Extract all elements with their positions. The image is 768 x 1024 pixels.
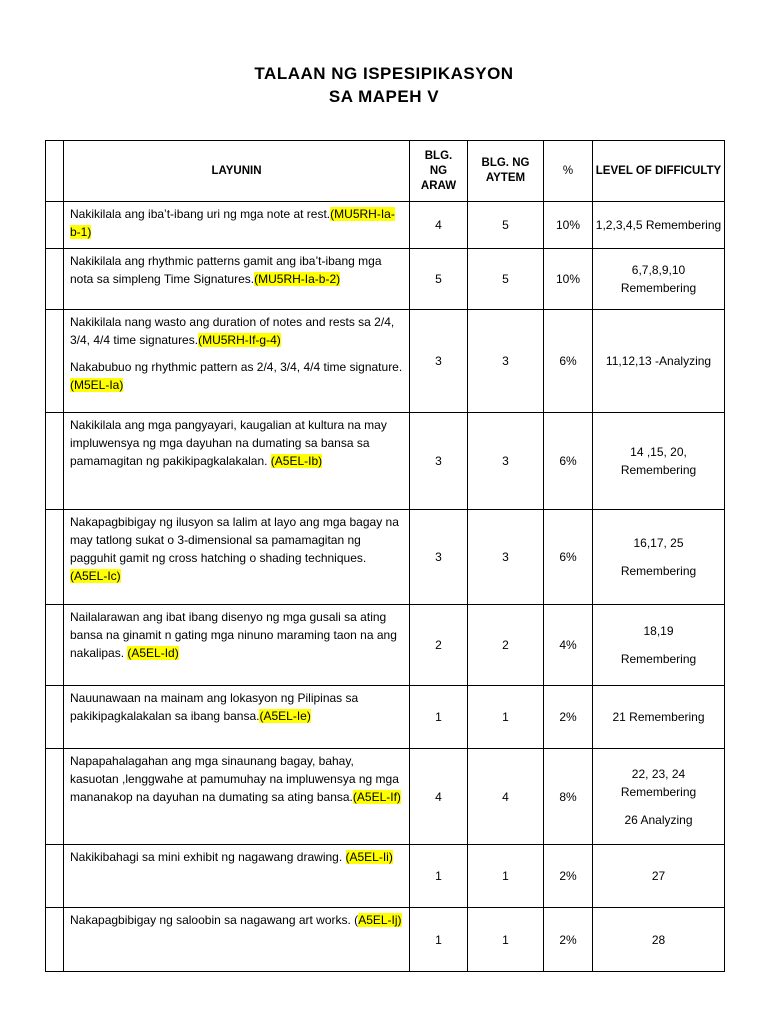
table-row	[46, 249, 725, 310]
objective-cell	[64, 749, 410, 845]
level-line: 27	[651, 869, 666, 883]
row-blank-cell	[46, 249, 64, 310]
row-blank-cell	[46, 908, 64, 972]
row-blank-cell	[46, 413, 64, 510]
competency-code: (MU5RH-If-g-4)	[198, 333, 281, 347]
row-blank-cell	[46, 510, 64, 605]
table-row	[46, 605, 725, 686]
percent-cell: 8%	[544, 749, 593, 845]
level-line: 6,7,8,9,10 Remembering	[620, 263, 697, 295]
percent-cell: 2%	[544, 686, 593, 749]
objective-cell	[64, 908, 410, 972]
objective-description: Nakikilala ang mga pangyayari, kaugalian at kultura na may impluwensya ng mga dayuhan na dumating sa bansa sa pamamagitan ng pakikipagkalakalan.	[70, 418, 387, 468]
table-body	[46, 202, 725, 972]
level-of-difficulty-cell	[593, 845, 725, 908]
days-cell: 5	[410, 249, 468, 310]
competency-code: (A5EL-Ib)	[270, 454, 323, 468]
header-level: LEVEL OF DIFFICULTY	[593, 141, 725, 202]
objective-cell	[64, 845, 410, 908]
title-line-2: SA MAPEH V	[328, 87, 440, 106]
days-cell: 3	[410, 413, 468, 510]
percent-cell: 10%	[544, 202, 593, 249]
table-row	[46, 510, 725, 605]
percent-cell: 6%	[544, 413, 593, 510]
table-row	[46, 310, 725, 413]
row-blank-cell	[46, 202, 64, 249]
table-row	[46, 202, 725, 249]
level-line: 18,19	[643, 624, 674, 638]
items-cell: 3	[468, 413, 544, 510]
level-of-difficulty-cell	[593, 249, 725, 310]
items-cell: 3	[468, 310, 544, 413]
level-line: Remembering	[620, 564, 697, 578]
objective-description: Nakapagbibigay ng saloobin sa nagawang art works. (	[70, 913, 359, 927]
row-blank-cell	[46, 686, 64, 749]
items-cell: 1	[468, 908, 544, 972]
competency-code: (A5EL-If)	[352, 790, 401, 804]
level-of-difficulty-cell	[593, 605, 725, 686]
competency-code: (A5EL-Ie)	[259, 709, 311, 723]
competency-code: (A5EL-Ic)	[70, 569, 121, 583]
objective-cell	[64, 510, 410, 605]
objective-text	[70, 911, 403, 929]
objective-description: Nakikibahagi sa mini exhibit ng nagawang drawing.	[70, 850, 346, 864]
items-cell: 5	[468, 249, 544, 310]
objective-text	[70, 752, 403, 806]
items-cell: 1	[468, 845, 544, 908]
objective-cell	[64, 202, 410, 249]
row-blank-cell	[46, 310, 64, 413]
table-row	[46, 413, 725, 510]
level-line: 14 ,15, 20,	[630, 445, 687, 459]
percent-cell: 2%	[544, 845, 593, 908]
row-blank-cell	[46, 749, 64, 845]
level-of-difficulty-cell	[593, 749, 725, 845]
competency-code: (MU5RH-Ia-b-1)	[70, 207, 395, 239]
level-line: Remembering	[620, 463, 697, 477]
days-cell: 3	[410, 310, 468, 413]
table-row	[46, 749, 725, 845]
level-line: Remembering	[620, 652, 697, 666]
days-cell: 3	[410, 510, 468, 605]
competency-code: (M5EL-Ia)	[70, 378, 124, 392]
objective-description: Nauunawaan na mainam ang lokasyon ng Pilipinas sa pakikipagkalakalan sa ibang bansa.	[70, 691, 359, 723]
level-line: 1,2,3,4,5 Remembering	[595, 218, 722, 232]
objective-description: Nailalarawan ang ibat ibang disenyo ng mga gusali sa ating bansa na ginamit n gating mga ninuno maraming taon na ang nakalipas.	[70, 610, 397, 660]
items-cell: 1	[468, 686, 544, 749]
objective-text	[70, 252, 403, 288]
percent-cell: 2%	[544, 908, 593, 972]
table-row	[46, 845, 725, 908]
row-blank-cell	[46, 845, 64, 908]
document-title	[0, 62, 768, 108]
competency-code: (A5EL-Ii)	[345, 850, 393, 864]
percent-cell: 4%	[544, 605, 593, 686]
header-araw: BLG. NG ARAW	[410, 141, 468, 202]
level-of-difficulty-cell	[593, 413, 725, 510]
objective-text	[70, 848, 403, 866]
objective-cell	[64, 310, 410, 413]
items-cell: 4	[468, 749, 544, 845]
objective-text	[70, 416, 403, 470]
items-cell: 3	[468, 510, 544, 605]
table-row	[46, 908, 725, 972]
objective-description: Napapahalagahan ang mga sinaunang bagay, bahay, kasuotan ,lenggwahe at pamumuhay na impluwensya ng mga mananakop na dayuhan na dumating sa ating bansa.	[70, 754, 399, 804]
row-blank-cell	[46, 605, 64, 686]
objective-description: Nakikilala nang wasto ang duration of notes and rests sa 2/4, 3/4, 4/4 time signatures.	[70, 315, 395, 347]
objective-cell	[64, 605, 410, 686]
level-line: 16,17, 25	[633, 536, 684, 550]
objective-cell	[64, 686, 410, 749]
header-percent: %	[544, 141, 593, 202]
table-row	[46, 686, 725, 749]
level-of-difficulty-cell	[593, 510, 725, 605]
header-blank	[46, 141, 64, 202]
header-layunin: LAYUNIN	[64, 141, 410, 202]
level-line: 28	[651, 932, 666, 947]
level-of-difficulty-cell	[593, 202, 725, 249]
percent-cell: 6%	[544, 510, 593, 605]
items-cell: 5	[468, 202, 544, 249]
level-of-difficulty-cell	[593, 310, 725, 413]
days-cell: 4	[410, 749, 468, 845]
level-line: 26 Analyzing	[624, 812, 693, 827]
percent-cell: 10%	[544, 249, 593, 310]
objective-description: Nakikilala ang iba’t-ibang uri ng mga note at rest.	[70, 207, 331, 221]
competency-code: A5EL-Ij)	[358, 913, 402, 927]
objective-description: Nakapagbibigay ng ilusyon sa lalim at layo ang mga bagay na may tatlong sukat o 3-dimensional sa pamamagitan ng pagguhit gamit ng cross hatching o shading techniques.	[70, 515, 399, 565]
objective-text-secondary	[70, 358, 403, 394]
objective-text	[70, 205, 403, 241]
objective-cell	[64, 413, 410, 510]
objective-description: Nakabubuo ng rhythmic pattern as 2/4, 3/4, 4/4 time signature.	[70, 360, 403, 374]
objective-text	[70, 608, 403, 662]
header-row	[46, 141, 725, 202]
level-line: 21 Remembering	[612, 710, 705, 724]
level-line: 22, 23, 24 Remembering	[620, 766, 697, 799]
objective-text	[70, 689, 403, 725]
objective-text	[70, 313, 403, 349]
header-aytem: BLG. NG AYTEM	[468, 141, 544, 202]
days-cell: 1	[410, 845, 468, 908]
level-line: 11,12,13 -Analyzing	[605, 354, 712, 368]
competency-code: (A5EL-Id)	[127, 646, 179, 660]
objective-cell	[64, 249, 410, 310]
days-cell: 4	[410, 202, 468, 249]
title-line-1: TALAAN NG ISPESIPIKASYON	[254, 64, 514, 83]
objective-description: Nakikilala ang rhythmic patterns gamit ang iba’t-ibang mga nota sa simpleng Time Signatures.	[70, 254, 382, 286]
level-of-difficulty-cell	[593, 686, 725, 749]
days-cell: 1	[410, 686, 468, 749]
days-cell: 1	[410, 908, 468, 972]
percent-cell: 6%	[544, 310, 593, 413]
items-cell: 2	[468, 605, 544, 686]
competency-code: (MU5RH-Ia-b-2)	[254, 272, 341, 286]
days-cell: 2	[410, 605, 468, 686]
level-of-difficulty-cell	[593, 908, 725, 972]
objective-text	[70, 513, 403, 585]
specification-table	[45, 140, 725, 972]
